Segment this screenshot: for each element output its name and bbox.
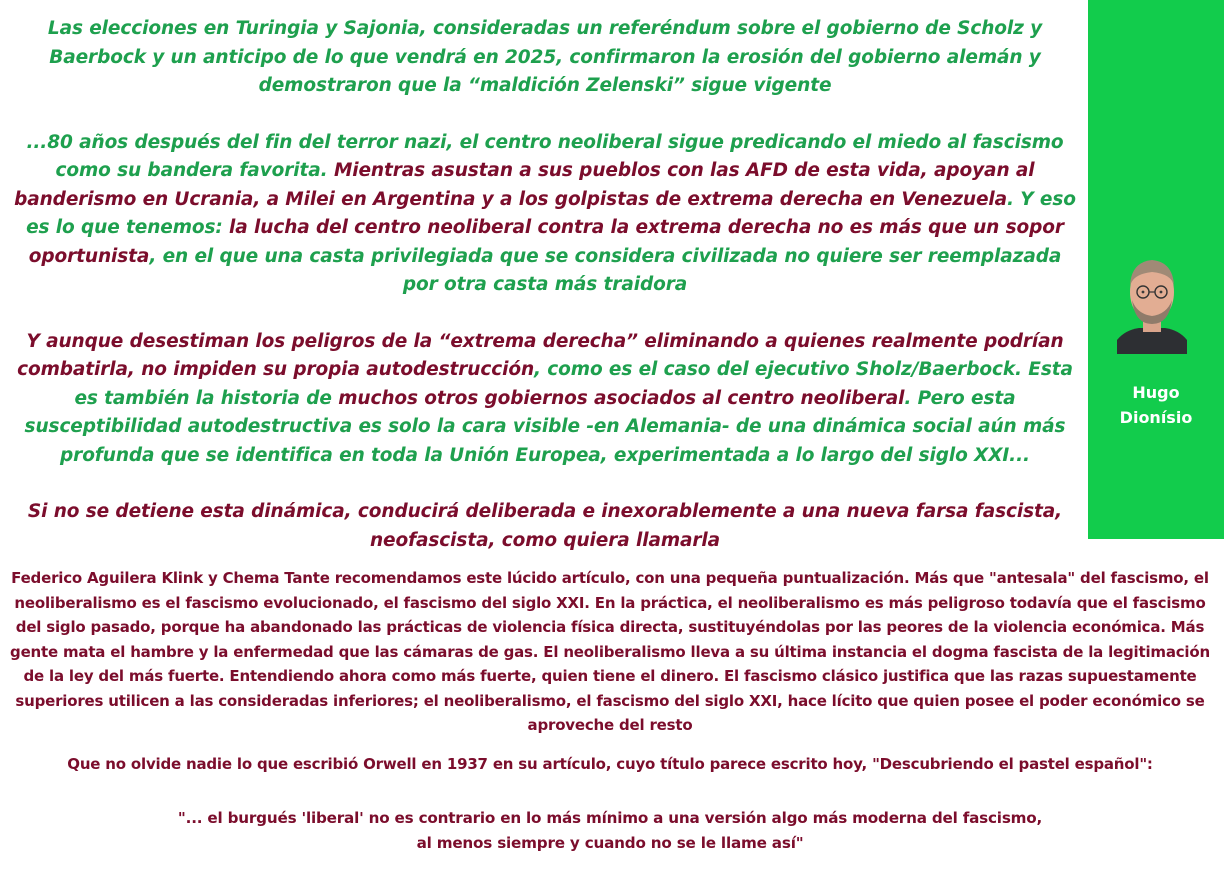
commentary-paragraph-2: Que no olvide nadie lo que escribió Orwell en 1937 en su artículo, cuyo título parece escrito hoy, "Descubriendo el pastel español": [67,754,1153,773]
excerpt-text: . Y eso es lo que tenemos: [26,188,1076,238]
excerpt-paragraph-4 [10,498,1080,555]
excerpt-paragraph-1 [10,15,1080,101]
excerpt-highlight: la lucha del centro neoliberal contra la extrema derecha no es más que un sopor oportunista [28,217,1064,267]
excerpt-highlight: muchos otros gobiernos asociados al centro neoliberal [338,387,905,409]
commentary [10,566,1210,869]
excerpt-highlight: Si no se detiene esta dinámica, conducirá deliberada e inexorablemente a una nueva farsa fascista, neofascista, como quiera llamarla [27,501,1063,551]
excerpt-text: . Pero esta susceptibilidad autodestructiva es solo la cara visible -en Alemania- de una dinámica social aún más profunda que se identifica en toda la Unión Europea, experimentada a lo largo del siglo XXI... [24,387,1066,466]
author-sidebar [1088,0,1224,539]
excerpt-text: , en el que una casta privilegiada que se considera civilizada no quiere ser reemplazada por otra casta más traidora [149,245,1062,295]
excerpt-paragraph-3 [10,328,1080,471]
author-last-name: Dionísio [1119,408,1193,427]
orwell-quote-line-1: "... el burgués 'liberal' no es contrario en lo más mínimo a una versión algo más moderna del fascismo, [177,809,1043,827]
excerpt-paragraph-2 [10,129,1080,300]
excerpt-text: ...80 años después del fin del terror nazi, el centro neoliberal sigue predicando el miedo al fascismo como su bandera favorita. [26,131,1064,181]
commentary-paragraph-1: Federico Aguilera Klink y Chema Tante recomendamos este lúcido artículo, con una pequeña puntualización. Más que "antesala" del fascismo, el neoliberalismo es el fascismo evolucionado, el fascismo del siglo XXI. En la práctica, el neoliberalismo es más peligroso todavía que el fascismo del siglo pasado, porque ha abandonado las prácticas de violencia física directa, sustituyéndolas por las peores de la violencia económica. Más gente mata el hambre y la enfermedad que las cámaras de gas. El neoliberalismo lleva a su última instancia el dogma fascista de la legitimación de la ley del más fuerte. Entendiendo ahora como más fuerte, quien tiene el dinero. El fascismo clásico justifica que las razas supuestamente superiores utilicen a las consideradas inferiores; el neoliberalismo, el fascismo del siglo XXI, hace lícito que quien posee el poder económico se aproveche del resto [10,569,1210,734]
article-excerpt [10,15,1080,583]
excerpt-text: , como es el caso del ejecutivo Sholz/Baerbock. Esta es también la historia de [74,359,1073,409]
author-photo-icon [1117,252,1187,354]
orwell-quote [10,806,1210,855]
excerpt-text: Las elecciones en Turingia y Sajonia, consideradas un referéndum sobre el gobierno de Scholz y Baerbock y un anticipo de lo que vendrá en 2025, confirmaron la erosión del gobierno alemán y demostraron que la “maldición Zelenski” sigue vigente [47,18,1043,96]
excerpt-highlight: Mientras asustan a sus pueblos con las AFD de esta vida, apoyan al banderismo en Ucrania, a Milei en Argentina y a los golpistas de extrema derecha en Venezuela [14,160,1035,210]
excerpt-highlight: Y aunque desestiman los peligros de la “extrema derecha” eliminando a quienes realmente podrían combatirla, no impiden su propia autodestrucción [17,330,1064,380]
author-first-name: Hugo [1132,383,1180,402]
author-name [1088,380,1224,430]
orwell-quote-line-2: al menos siempre y cuando no se le llame así" [416,833,804,852]
